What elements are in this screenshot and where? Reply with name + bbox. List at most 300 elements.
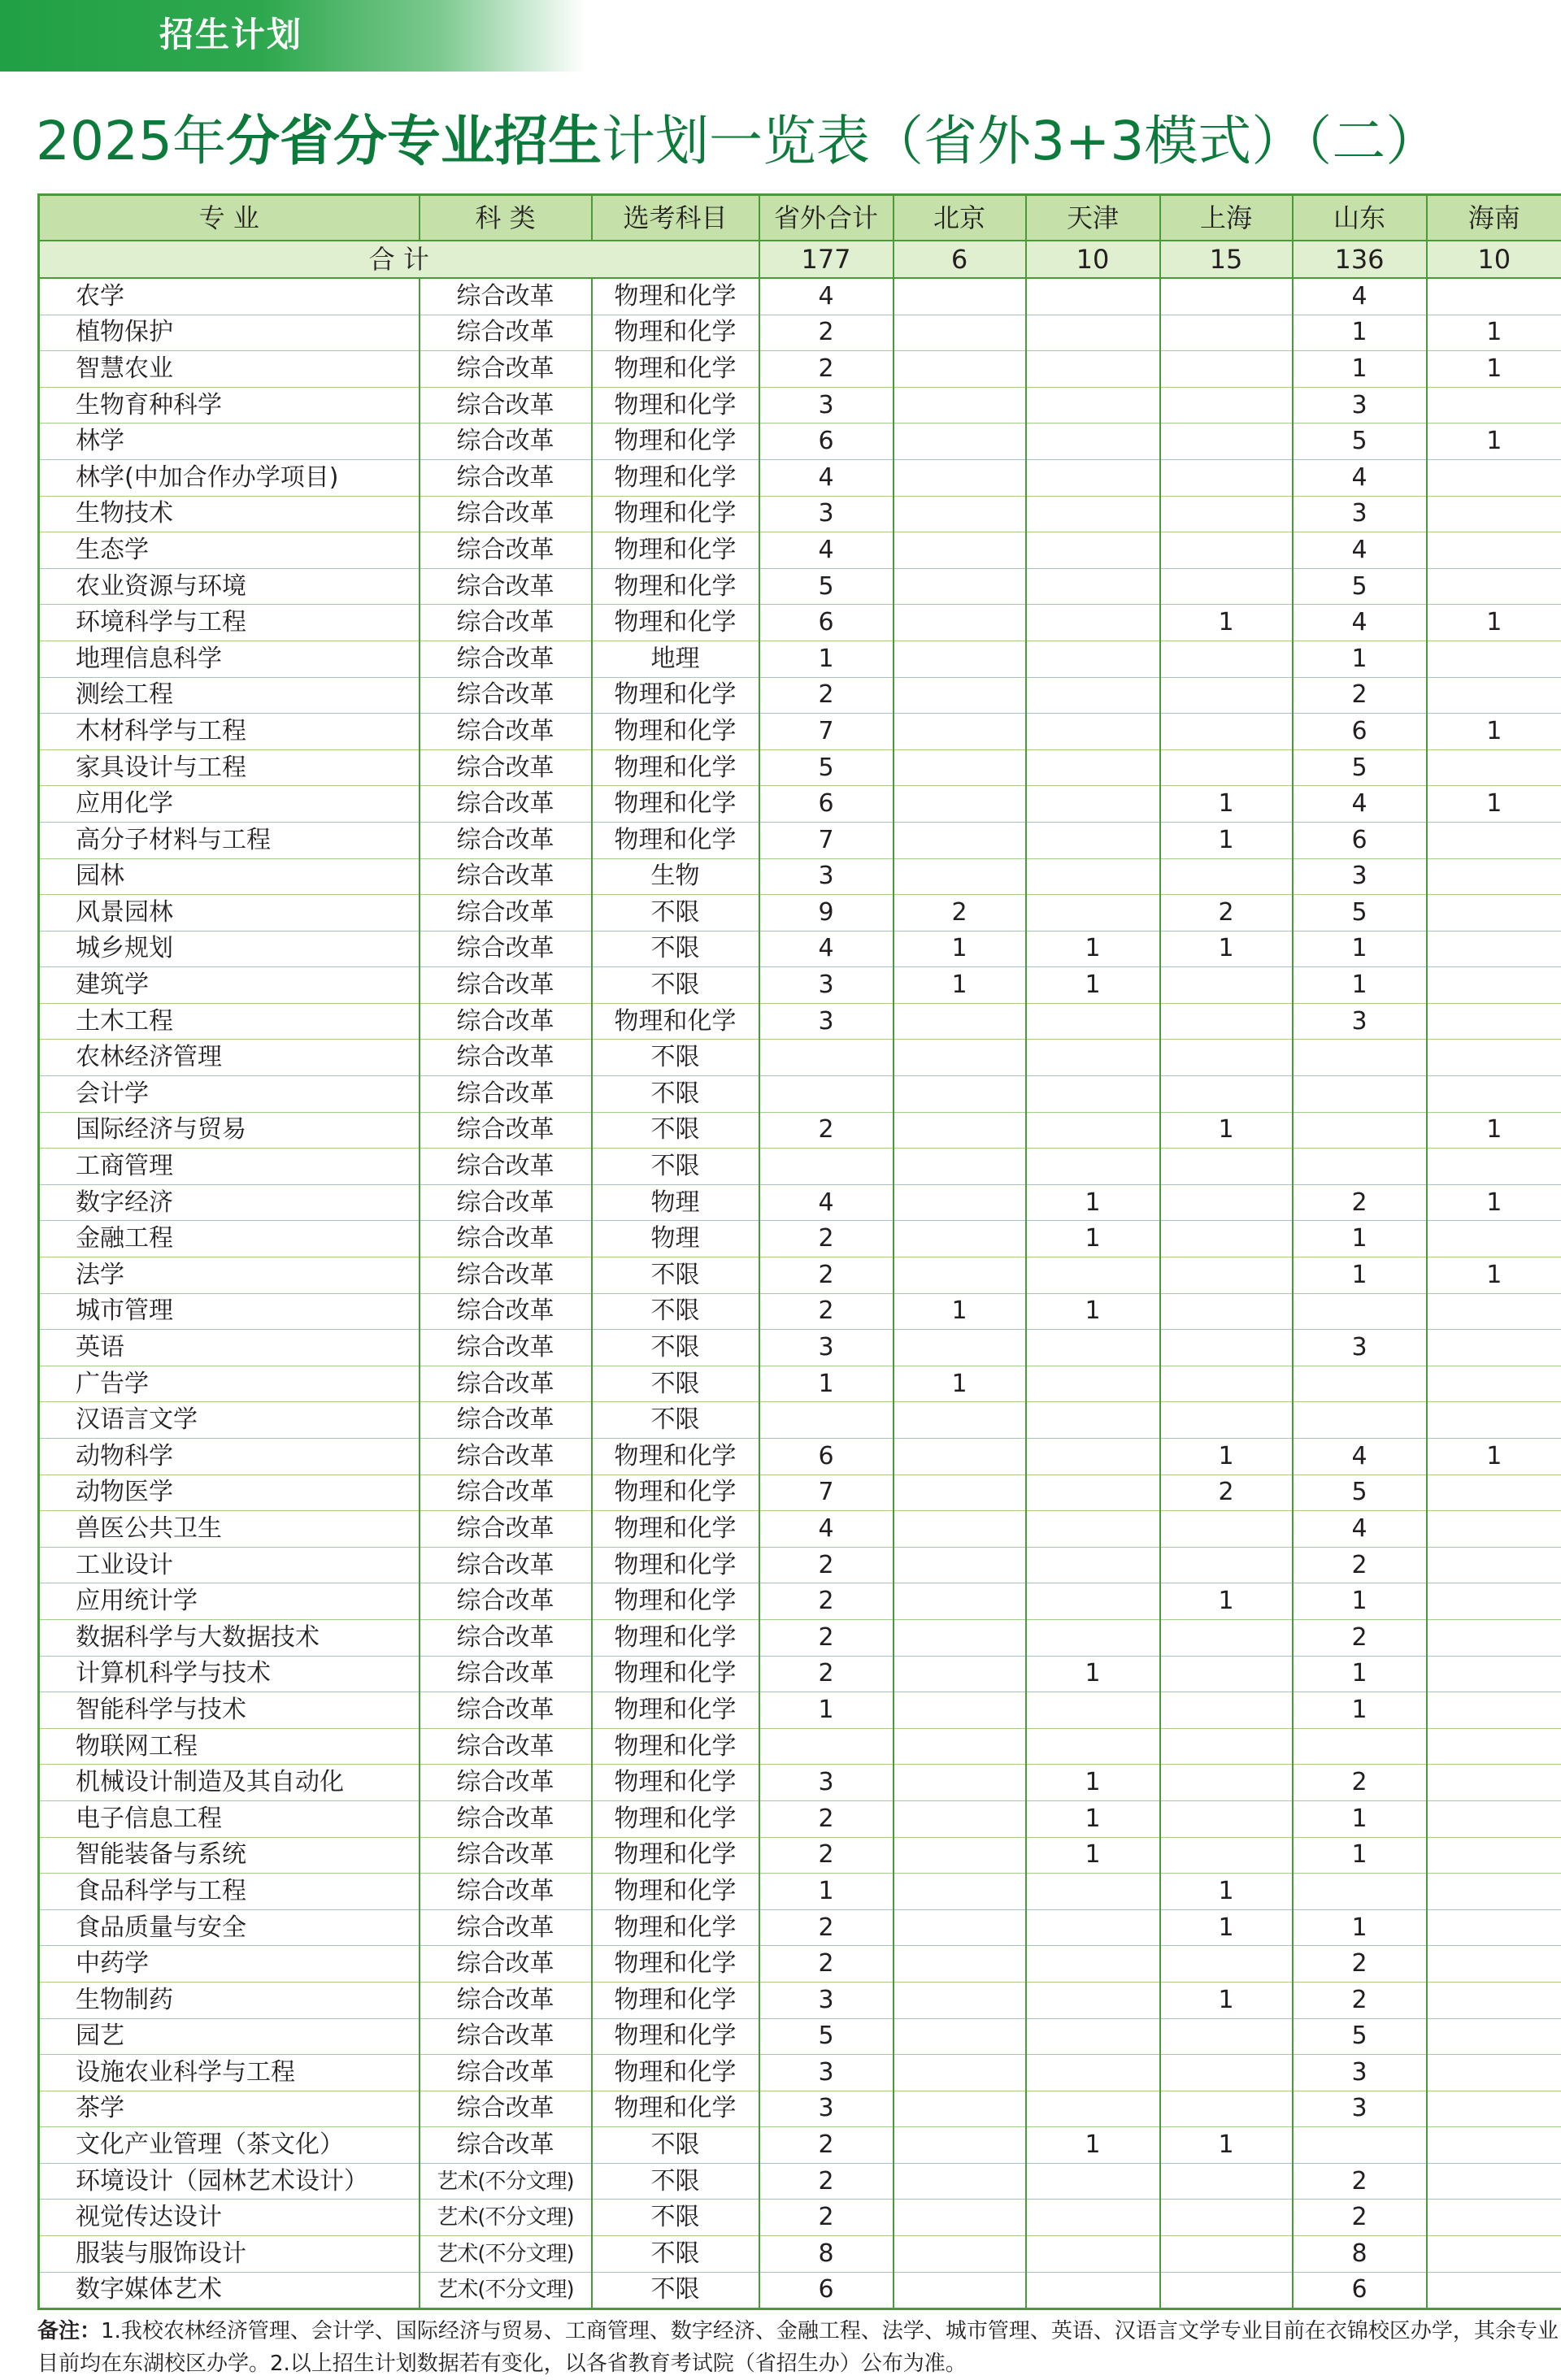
cell-shandong: 2 [1293, 1946, 1427, 1983]
cell-shandong: 1 [1293, 351, 1427, 388]
cell-subjects: 物理和化学 [592, 1511, 759, 1548]
cell-total: 2 [759, 1221, 894, 1257]
cell-beijing [894, 1982, 1026, 2018]
cell-shandong: 2 [1293, 1547, 1427, 1583]
cell-hainan [1427, 1837, 1561, 1874]
cell-shanghai [1160, 677, 1293, 714]
cell-beijing [894, 1184, 1026, 1221]
cell-tianjin [1026, 2091, 1160, 2127]
cell-category: 综合改革 [420, 677, 592, 714]
cell-tianjin [1026, 278, 1160, 315]
cell-shanghai [1160, 1149, 1293, 1185]
cell-shandong: 5 [1293, 2018, 1427, 2055]
cell-shandong: 1 [1293, 315, 1427, 351]
cell-shandong: 1 [1293, 1257, 1427, 1294]
cell-tianjin [1026, 351, 1160, 388]
cell-category: 综合改革 [420, 496, 592, 532]
cell-category: 艺术(不分文理) [420, 2200, 592, 2236]
table-row [39, 1547, 1561, 1583]
cell-major: 农林经济管理 [39, 1040, 420, 1076]
cell-shanghai [1160, 351, 1293, 388]
cell-major: 数据科学与大数据技术 [39, 1619, 420, 1656]
cell-shandong [1293, 1293, 1427, 1330]
table-row [39, 641, 1561, 677]
cell-beijing [894, 605, 1026, 641]
cell-beijing [894, 1439, 1026, 1475]
header-shanghai: 上海 [1160, 195, 1293, 241]
cell-hainan [1427, 677, 1561, 714]
table-body [39, 241, 1561, 2309]
table-row [39, 1257, 1561, 1294]
cell-hainan [1427, 641, 1561, 677]
cell-hainan [1427, 1149, 1561, 1185]
cell-shanghai: 1 [1160, 1874, 1293, 1910]
table-row [39, 496, 1561, 532]
total-shanghai: 15 [1160, 241, 1293, 278]
cell-major: 计算机科学与技术 [39, 1656, 420, 1692]
cell-subjects: 物理和化学 [592, 1692, 759, 1729]
cell-beijing [894, 2055, 1026, 2091]
cell-hainan [1427, 1547, 1561, 1583]
cell-major: 高分子材料与工程 [39, 822, 420, 858]
footnote-text: 1.我校农林经济管理、会计学、国际经济与贸易、工商管理、数字经济、金融工程、法学、城市管理、英语、汉语言文学专业目前在衣锦校区办学，其余专业目前均在东湖校区办学。2.以上招生计划数据若有变化，以各省教育考试院（省招生办）公布为准。 [37, 2319, 1559, 2376]
cell-total: 3 [759, 2055, 894, 2091]
cell-shandong: 3 [1293, 387, 1427, 423]
cell-total: 2 [759, 1656, 894, 1692]
cell-total: 4 [759, 532, 894, 569]
cell-hainan [1427, 2163, 1561, 2200]
cell-category: 综合改革 [420, 895, 592, 932]
cell-beijing [894, 496, 1026, 532]
cell-total: 4 [759, 278, 894, 315]
cell-major: 环境设计（园林艺术设计） [39, 2163, 420, 2200]
cell-beijing [894, 278, 1026, 315]
cell-hainan [1427, 568, 1561, 605]
cell-subjects: 生物 [592, 858, 759, 895]
cell-total [759, 1076, 894, 1113]
cell-tianjin [1026, 1982, 1160, 2018]
cell-shanghai [1160, 1184, 1293, 1221]
cell-total: 2 [759, 1583, 894, 1620]
cell-category: 综合改革 [420, 714, 592, 750]
table-row [39, 1402, 1561, 1439]
table-row [39, 895, 1561, 932]
cell-beijing [894, 822, 1026, 858]
cell-hainan: 1 [1427, 423, 1561, 460]
cell-total: 1 [759, 1874, 894, 1910]
cell-beijing [894, 1583, 1026, 1620]
cell-shandong: 6 [1293, 714, 1427, 750]
cell-beijing [894, 1149, 1026, 1185]
cell-subjects: 物理和化学 [592, 2018, 759, 2055]
cell-beijing [894, 2200, 1026, 2236]
cell-total: 2 [759, 1837, 894, 1874]
cell-subjects: 物理和化学 [592, 1474, 759, 1511]
cell-subjects: 物理和化学 [592, 423, 759, 460]
cell-category: 综合改革 [420, 1112, 592, 1149]
cell-hainan [1427, 2236, 1561, 2273]
cell-beijing [894, 1040, 1026, 1076]
cell-hainan: 1 [1427, 315, 1561, 351]
cell-total: 7 [759, 1474, 894, 1511]
cell-subjects: 物理和化学 [592, 278, 759, 315]
cell-tianjin [1026, 2163, 1160, 2200]
cell-shanghai [1160, 2055, 1293, 2091]
cell-category: 综合改革 [420, 1946, 592, 1983]
cell-total: 8 [759, 2236, 894, 2273]
cell-subjects: 物理和化学 [592, 749, 759, 786]
cell-category: 综合改革 [420, 387, 592, 423]
cell-total: 6 [759, 423, 894, 460]
cell-shandong: 5 [1293, 749, 1427, 786]
cell-shanghai [1160, 1692, 1293, 1729]
table-row [39, 858, 1561, 895]
cell-shandong: 2 [1293, 1184, 1427, 1221]
cell-hainan [1427, 2018, 1561, 2055]
cell-beijing [894, 1692, 1026, 1729]
cell-shandong [1293, 1728, 1427, 1765]
cell-beijing [894, 1330, 1026, 1366]
cell-hainan [1427, 895, 1561, 932]
cell-total: 1 [759, 1366, 894, 1402]
cell-total: 2 [759, 1800, 894, 1837]
cell-total: 7 [759, 822, 894, 858]
cell-shandong [1293, 1040, 1427, 1076]
cell-category: 综合改革 [420, 459, 592, 496]
cell-shanghai [1160, 1728, 1293, 1765]
cell-category: 综合改革 [420, 1800, 592, 1837]
cell-shandong: 4 [1293, 605, 1427, 641]
cell-shandong [1293, 1112, 1427, 1149]
cell-major: 生物技术 [39, 496, 420, 532]
cell-major: 英语 [39, 1330, 420, 1366]
cell-beijing [894, 1474, 1026, 1511]
cell-shanghai [1160, 2163, 1293, 2200]
cell-shanghai: 1 [1160, 2127, 1293, 2164]
cell-subjects: 物理和化学 [592, 1946, 759, 1983]
table-row [39, 714, 1561, 750]
cell-major: 兽医公共卫生 [39, 1511, 420, 1548]
cell-shanghai [1160, 967, 1293, 1004]
cell-shandong: 3 [1293, 496, 1427, 532]
cell-subjects: 物理和化学 [592, 496, 759, 532]
cell-subjects: 物理和化学 [592, 605, 759, 641]
cell-shanghai: 1 [1160, 1439, 1293, 1475]
table-row [39, 351, 1561, 388]
cell-shandong: 2 [1293, 2200, 1427, 2236]
cell-shandong: 5 [1293, 568, 1427, 605]
cell-shanghai: 1 [1160, 1583, 1293, 1620]
cell-beijing [894, 858, 1026, 895]
cell-shanghai [1160, 2200, 1293, 2236]
cell-category: 综合改革 [420, 1583, 592, 1620]
cell-hainan: 1 [1427, 1112, 1561, 1149]
cell-beijing [894, 1402, 1026, 1439]
cell-beijing [894, 2272, 1026, 2309]
cell-total: 7 [759, 714, 894, 750]
cell-tianjin: 1 [1026, 1293, 1160, 1330]
cell-category: 综合改革 [420, 858, 592, 895]
cell-hainan [1427, 1511, 1561, 1548]
cell-subjects: 物理和化学 [592, 568, 759, 605]
cell-shandong: 8 [1293, 2236, 1427, 2273]
cell-beijing [894, 749, 1026, 786]
cell-total: 2 [759, 1909, 894, 1946]
cell-hainan [1427, 1366, 1561, 1402]
header-beijing: 北京 [894, 195, 1026, 241]
cell-beijing [894, 532, 1026, 569]
cell-subjects: 物理和化学 [592, 532, 759, 569]
cell-total: 1 [759, 1692, 894, 1729]
table-row [39, 568, 1561, 605]
cell-subjects: 不限 [592, 1040, 759, 1076]
cell-shanghai [1160, 1656, 1293, 1692]
header-category: 科 类 [420, 195, 592, 241]
cell-shanghai: 2 [1160, 895, 1293, 932]
cell-subjects: 不限 [592, 931, 759, 967]
cell-total: 2 [759, 2200, 894, 2236]
cell-shanghai: 2 [1160, 1474, 1293, 1511]
cell-shanghai [1160, 423, 1293, 460]
cell-total: 2 [759, 677, 894, 714]
cell-total: 6 [759, 2272, 894, 2309]
table-row [39, 1511, 1561, 1548]
cell-tianjin [1026, 895, 1160, 932]
cell-tianjin: 1 [1026, 1765, 1160, 1801]
cell-total: 6 [759, 786, 894, 823]
cell-major: 园艺 [39, 2018, 420, 2055]
cell-shandong: 2 [1293, 1619, 1427, 1656]
cell-hainan: 1 [1427, 1257, 1561, 1294]
cell-major: 农业资源与环境 [39, 568, 420, 605]
cell-major: 应用统计学 [39, 1583, 420, 1620]
cell-tianjin [1026, 1112, 1160, 1149]
cell-major: 食品科学与工程 [39, 1874, 420, 1910]
header-shandong: 山东 [1293, 195, 1427, 241]
cell-hainan [1427, 459, 1561, 496]
cell-shanghai [1160, 1511, 1293, 1548]
cell-category: 综合改革 [420, 1184, 592, 1221]
header-total: 省外合计 [759, 195, 894, 241]
cell-subjects: 不限 [592, 2272, 759, 2309]
cell-major: 城市管理 [39, 1293, 420, 1330]
cell-major: 林学 [39, 423, 420, 460]
cell-major: 测绘工程 [39, 677, 420, 714]
table-row [39, 459, 1561, 496]
cell-tianjin [1026, 1330, 1160, 1366]
cell-category: 综合改革 [420, 1982, 592, 2018]
cell-hainan [1427, 749, 1561, 786]
cell-hainan: 1 [1427, 605, 1561, 641]
footnote [37, 2315, 1561, 2380]
cell-beijing [894, 1874, 1026, 1910]
cell-shandong: 6 [1293, 2272, 1427, 2309]
cell-shandong [1293, 1366, 1427, 1402]
table-row [39, 532, 1561, 569]
cell-shandong: 1 [1293, 1583, 1427, 1620]
cell-shandong: 2 [1293, 1982, 1427, 2018]
cell-beijing [894, 1765, 1026, 1801]
cell-tianjin [1026, 1583, 1160, 1620]
cell-category: 综合改革 [420, 532, 592, 569]
cell-tianjin [1026, 532, 1160, 569]
cell-category: 综合改革 [420, 1511, 592, 1548]
cell-shandong: 4 [1293, 1511, 1427, 1548]
cell-hainan [1427, 2127, 1561, 2164]
cell-tianjin [1026, 1728, 1160, 1765]
table-row [39, 1221, 1561, 1257]
header-subjects: 选考科目 [592, 195, 759, 241]
table-row [39, 822, 1561, 858]
cell-beijing [894, 2127, 1026, 2164]
cell-shanghai [1160, 1366, 1293, 1402]
cell-tianjin [1026, 1619, 1160, 1656]
cell-hainan [1427, 2091, 1561, 2127]
cell-tianjin [1026, 1511, 1160, 1548]
enrollment-plan-table [37, 193, 1561, 2310]
cell-shandong [1293, 1076, 1427, 1113]
cell-total: 2 [759, 2163, 894, 2200]
cell-major: 农学 [39, 278, 420, 315]
cell-shandong: 1 [1293, 931, 1427, 967]
cell-hainan [1427, 1293, 1561, 1330]
cell-subjects: 物理和化学 [592, 459, 759, 496]
cell-category: 综合改革 [420, 1257, 592, 1294]
cell-major: 动物医学 [39, 1474, 420, 1511]
cell-hainan [1427, 2200, 1561, 2236]
cell-beijing [894, 2091, 1026, 2127]
cell-total: 2 [759, 2127, 894, 2164]
cell-tianjin [1026, 786, 1160, 823]
cell-category: 综合改革 [420, 1619, 592, 1656]
table-row [39, 1330, 1561, 1366]
cell-category: 综合改革 [420, 568, 592, 605]
cell-hainan [1427, 1909, 1561, 1946]
cell-subjects: 不限 [592, 2127, 759, 2164]
cell-tianjin: 1 [1026, 1656, 1160, 1692]
cell-hainan: 1 [1427, 1439, 1561, 1475]
header-hainan: 海南 [1427, 195, 1561, 241]
table-row [39, 677, 1561, 714]
cell-category: 综合改革 [420, 1547, 592, 1583]
cell-tianjin [1026, 496, 1160, 532]
table-row [39, 1800, 1561, 1837]
cell-tianjin [1026, 1946, 1160, 1983]
cell-major: 应用化学 [39, 786, 420, 823]
cell-subjects: 物理和化学 [592, 315, 759, 351]
cell-subjects: 物理和化学 [592, 786, 759, 823]
cell-total: 2 [759, 1619, 894, 1656]
cell-hainan: 1 [1427, 786, 1561, 823]
cell-total: 5 [759, 749, 894, 786]
cell-hainan [1427, 1946, 1561, 1983]
cell-subjects: 不限 [592, 1330, 759, 1366]
cell-hainan [1427, 1692, 1561, 1729]
cell-total: 3 [759, 1982, 894, 2018]
table-row [39, 967, 1561, 1004]
cell-shandong: 5 [1293, 423, 1427, 460]
cell-beijing: 2 [894, 895, 1026, 932]
cell-shanghai [1160, 749, 1293, 786]
cell-hainan [1427, 1765, 1561, 1801]
cell-shanghai [1160, 278, 1293, 315]
cell-total: 2 [759, 1112, 894, 1149]
cell-major: 植物保护 [39, 315, 420, 351]
cell-major: 国际经济与贸易 [39, 1112, 420, 1149]
cell-tianjin [1026, 459, 1160, 496]
cell-tianjin [1026, 423, 1160, 460]
cell-major: 生态学 [39, 532, 420, 569]
cell-tianjin [1026, 1003, 1160, 1040]
cell-major: 视觉传达设计 [39, 2200, 420, 2236]
table-row [39, 786, 1561, 823]
cell-shanghai: 1 [1160, 1909, 1293, 1946]
cell-subjects: 不限 [592, 895, 759, 932]
table-row [39, 2200, 1561, 2236]
cell-beijing: 1 [894, 967, 1026, 1004]
table-row [39, 1184, 1561, 1221]
cell-shanghai [1160, 532, 1293, 569]
cell-category: 综合改革 [420, 1003, 592, 1040]
cell-beijing [894, 459, 1026, 496]
cell-beijing [894, 1800, 1026, 1837]
cell-tianjin [1026, 714, 1160, 750]
total-sum: 177 [759, 241, 894, 278]
cell-shanghai [1160, 1040, 1293, 1076]
cell-major: 智能装备与系统 [39, 1837, 420, 1874]
cell-major: 电子信息工程 [39, 1800, 420, 1837]
table-row [39, 2091, 1561, 2127]
cell-major: 食品质量与安全 [39, 1909, 420, 1946]
cell-beijing [894, 423, 1026, 460]
cell-shanghai [1160, 496, 1293, 532]
cell-category: 综合改革 [420, 2127, 592, 2164]
cell-shandong: 2 [1293, 2163, 1427, 2200]
cell-hainan [1427, 1583, 1561, 1620]
table-row [39, 931, 1561, 967]
cell-subjects: 不限 [592, 2236, 759, 2273]
cell-tianjin [1026, 1366, 1160, 1402]
cell-shanghai [1160, 1293, 1293, 1330]
cell-major: 智慧农业 [39, 351, 420, 388]
cell-shandong: 1 [1293, 1692, 1427, 1729]
table-row [39, 1619, 1561, 1656]
page-title-year: 2025年 [36, 110, 226, 172]
cell-total: 5 [759, 2018, 894, 2055]
total-tianjin: 10 [1026, 241, 1160, 278]
cell-beijing [894, 677, 1026, 714]
table-row [39, 1003, 1561, 1040]
cell-shanghai: 1 [1160, 1112, 1293, 1149]
cell-beijing [894, 1003, 1026, 1040]
cell-major: 园林 [39, 858, 420, 895]
cell-beijing [894, 1946, 1026, 1983]
cell-subjects: 物理和化学 [592, 1909, 759, 1946]
cell-total: 3 [759, 1003, 894, 1040]
cell-category: 综合改革 [420, 1439, 592, 1475]
cell-total: 3 [759, 1765, 894, 1801]
cell-subjects: 不限 [592, 1149, 759, 1185]
cell-subjects: 物理和化学 [592, 1656, 759, 1692]
cell-major: 广告学 [39, 1366, 420, 1402]
cell-tianjin [1026, 641, 1160, 677]
cell-tianjin [1026, 1402, 1160, 1439]
cell-subjects: 不限 [592, 1402, 759, 1439]
table-row [39, 1293, 1561, 1330]
cell-category: 综合改革 [420, 351, 592, 388]
cell-total: 4 [759, 1184, 894, 1221]
cell-category: 综合改革 [420, 822, 592, 858]
